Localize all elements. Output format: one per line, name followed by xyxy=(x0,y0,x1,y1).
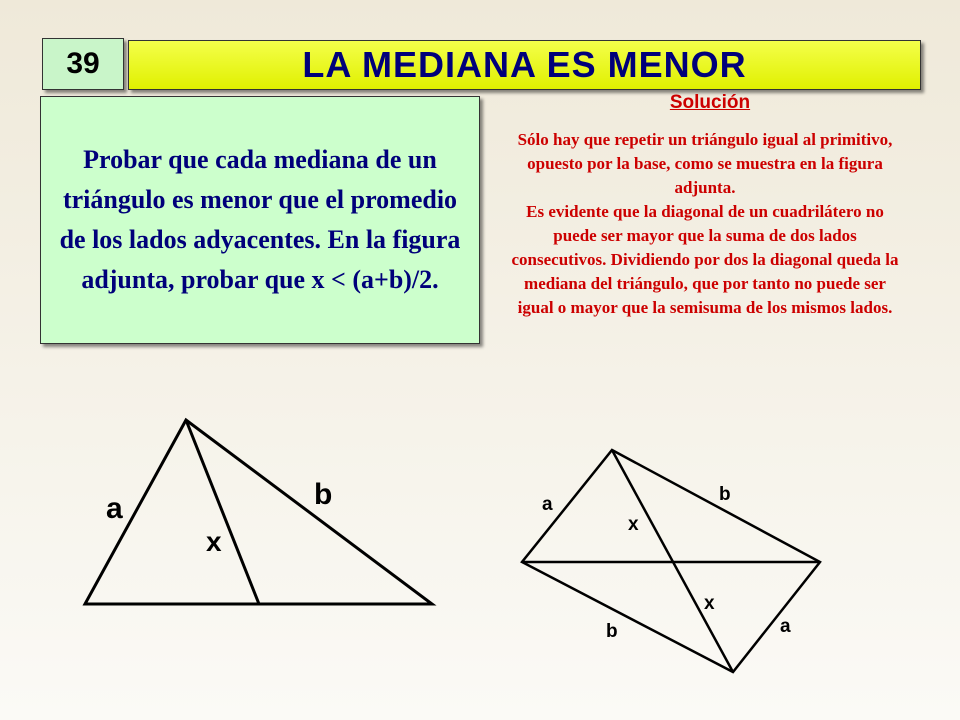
side-label-b: b xyxy=(314,478,333,511)
label-x-bottom: x xyxy=(704,593,715,614)
label-a-bottom: a xyxy=(780,616,791,637)
solution-paragraph-2: Es evidente que la diagonal de un cuadrilátero no puede ser mayor que la suma de dos lados consecutivos. Dividiendo por dos la diagonal queda la mediana del triángulo, que por tanto no puede ser igual o mayor que la semisuma de los mismos lados. xyxy=(511,202,899,317)
problem-statement-text: Probar que cada mediana de un triángulo es menor que el promedio de los lados adyacentes. En la figura adjunta, probar que x < (a+b)/2. xyxy=(59,145,461,294)
label-x-top: x xyxy=(628,514,639,535)
label-b-top: b xyxy=(719,484,731,505)
page-title: LA MEDIANA ES MENOR xyxy=(128,40,921,90)
side-label-a: a xyxy=(106,492,123,525)
parallelogram-figure xyxy=(522,450,820,672)
label-a-top: a xyxy=(542,494,553,515)
triangle-figure xyxy=(85,420,432,604)
problem-number: 39 xyxy=(42,38,124,90)
solution-title: Solución xyxy=(669,92,751,113)
solution-paragraph-1: Sólo hay que repetir un triángulo igual al primitivo, opuesto por la base, como se muestra en la figura adjunta. xyxy=(517,130,893,197)
triangle-outline xyxy=(85,420,432,604)
median-label-x: x xyxy=(206,526,222,557)
label-b-bottom: b xyxy=(606,621,618,642)
